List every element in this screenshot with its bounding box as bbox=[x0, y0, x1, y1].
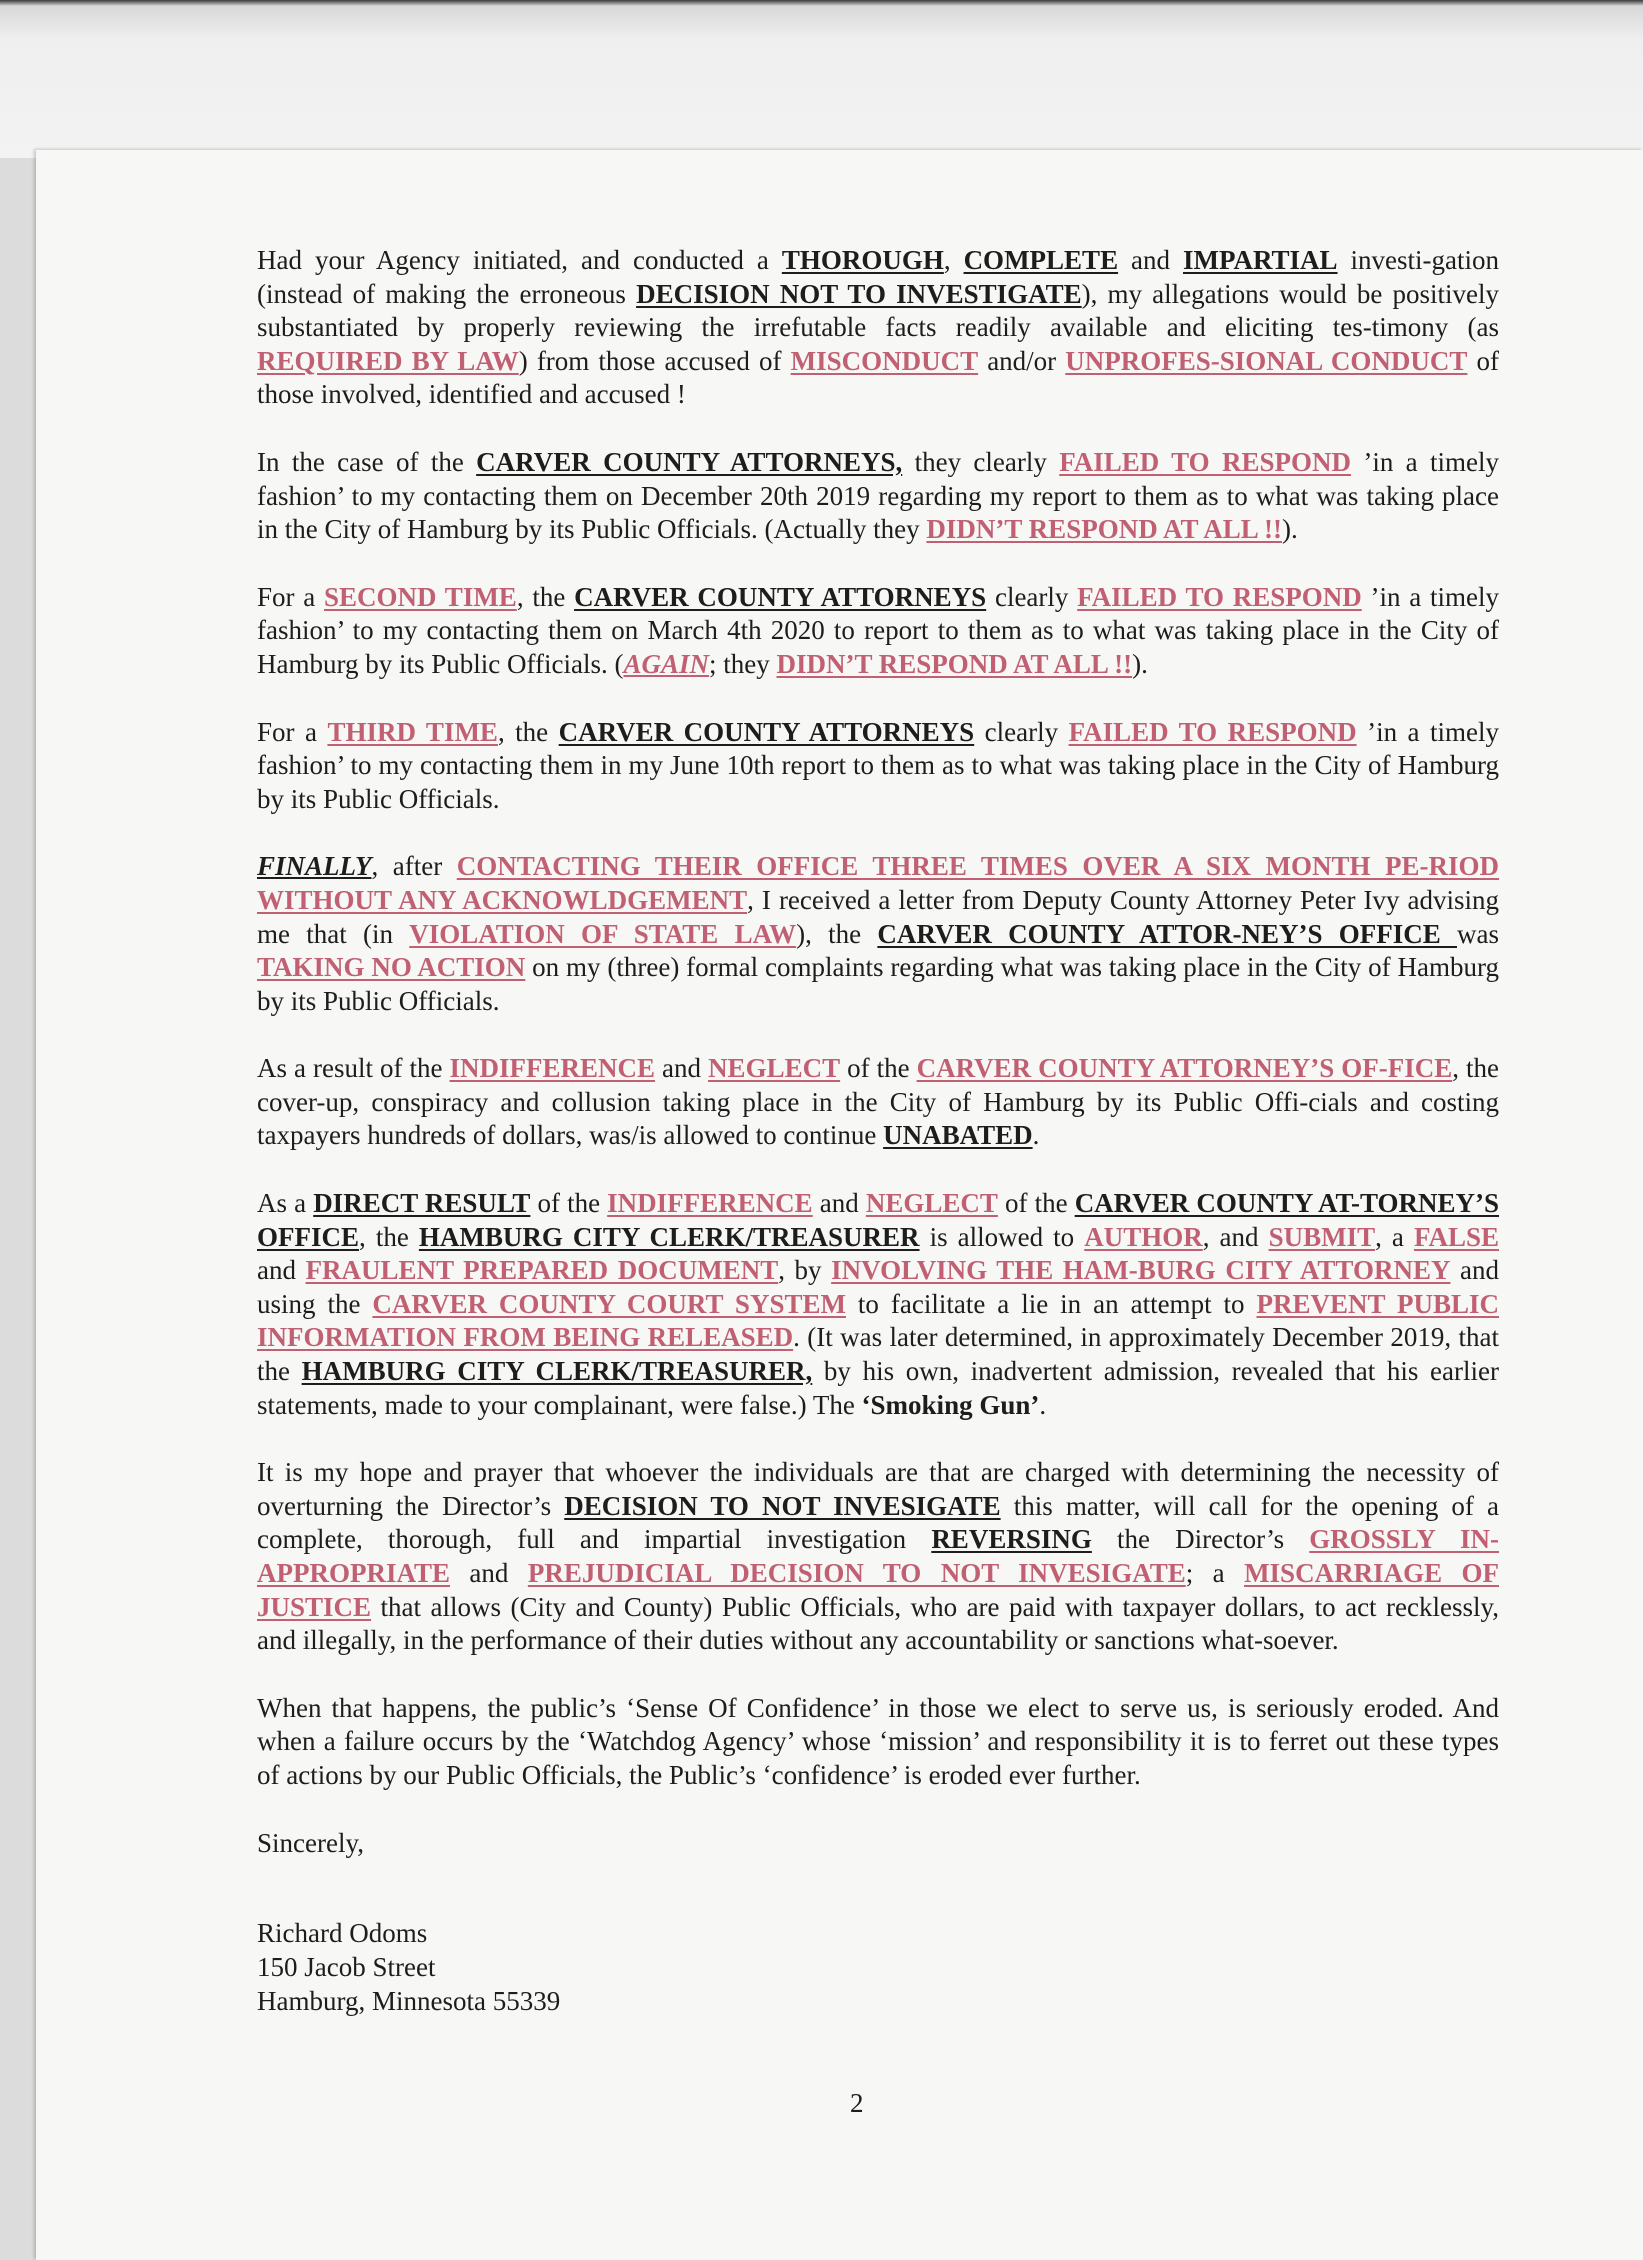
bold-text: ‘Smoking Gun’ bbox=[861, 1389, 1040, 1420]
highlighted-text: FAILED TO RESPOND bbox=[1068, 716, 1357, 747]
text-run: on my (three) formal complaints regarding what was taking place in the City of Hamburg by its Public Officials. bbox=[257, 952, 1499, 1016]
emphasis-text: HAMBURG CITY CLERK/TREASURER, bbox=[301, 1356, 813, 1387]
paragraph bbox=[257, 581, 1499, 682]
text-run: , the bbox=[516, 581, 575, 612]
paragraph bbox=[257, 1052, 1499, 1153]
highlighted-text: FAILED TO RESPOND bbox=[1077, 581, 1362, 612]
text-run: this matter, will call for the opening of a complete, thorough, full and impartial investigation bbox=[257, 1490, 1499, 1555]
emphasis-text: CARVER COUNTY ATTORNEYS bbox=[574, 581, 987, 612]
text-run: In the case of the bbox=[257, 446, 477, 477]
text-run: , and bbox=[1202, 1221, 1269, 1252]
text-run: that allows (City and County) Public Officials, who are paid with taxpayer dollars, to act recklessly, and illegally, in the performance of their duties without any accountability or sanctions what-soever. bbox=[257, 1591, 1499, 1656]
text-run: For a bbox=[257, 716, 328, 747]
highlighted-text: REQUIRED BY LAW bbox=[257, 345, 519, 376]
emphasis-text: DECISION TO NOT INVESIGATE bbox=[564, 1490, 1001, 1521]
highlighted-text: INDIFFERENCE bbox=[607, 1188, 813, 1219]
letter-body bbox=[257, 244, 1499, 2018]
paragraph bbox=[257, 1187, 1499, 1422]
text-run: the Director’s bbox=[1091, 1524, 1310, 1555]
text-run: ’in a timely fashion’ to my contacting them in my June 10th report to them as to what was taking place in the City of Hamburg by its Public Officials. bbox=[257, 716, 1499, 814]
highlighted-text: SECOND TIME bbox=[324, 581, 517, 612]
text-run: ). bbox=[1132, 648, 1148, 679]
text-run: , the cover-up, conspiracy and collusion taking place in the City of Hamburg by its Public Offi-cials and costing taxpayers hundreds of dollars, was/is allowed to continue bbox=[257, 1053, 1500, 1151]
text-run: of the bbox=[997, 1188, 1075, 1219]
text-run: clearly bbox=[986, 581, 1078, 612]
highlighted-text: NEGLECT bbox=[708, 1053, 841, 1084]
sender-name: Richard Odoms bbox=[257, 1918, 428, 1949]
text-run: is allowed to bbox=[919, 1221, 1085, 1252]
text-run: and bbox=[257, 1255, 306, 1286]
emphasis-text: CARVER COUNTY ATTORNEYS, bbox=[476, 446, 903, 477]
text-run: Had your Agency initiated, and conducted a bbox=[257, 245, 782, 275]
highlighted-text: INVOLVING THE HAM-BURG CITY ATTORNEY bbox=[831, 1255, 1451, 1286]
highlighted-text: THIRD TIME bbox=[327, 716, 498, 747]
text-run: to facilitate a lie in an attempt to bbox=[845, 1288, 1257, 1319]
page-number: 2 bbox=[850, 2088, 864, 2118]
text-run: . bbox=[1039, 1389, 1047, 1420]
italic-emphasis-text: AGAIN bbox=[623, 648, 709, 679]
text-run: ’in a timely fashion’ to my contacting them on December 20th 2019 regarding my report to them as to what was taking place in the City of Hamburg by its Public Officials. (Actually they bbox=[257, 446, 1499, 545]
text-run: ) from those accused of bbox=[518, 345, 791, 376]
sender-city: Hamburg, Minnesota 55339 bbox=[257, 1986, 561, 2017]
text-run: investi-gation (instead of making the erroneous bbox=[257, 245, 1499, 309]
highlighted-text: INDIFFERENCE bbox=[449, 1053, 656, 1084]
text-run: and bbox=[1118, 245, 1183, 275]
highlighted-text: FALSE bbox=[1413, 1221, 1499, 1252]
emphasis-text: IMPARTIAL bbox=[1183, 245, 1338, 275]
highlighted-text: VIOLATION OF STATE LAW bbox=[409, 918, 797, 949]
highlighted-text: MISCARRIAGE OF JUSTICE bbox=[257, 1558, 1499, 1622]
paragraph bbox=[257, 850, 1499, 1018]
highlighted-text: TAKING NO ACTION bbox=[257, 952, 526, 983]
highlighted-text: PREVENT PUBLIC INFORMATION FROM BEING RELEASED bbox=[257, 1288, 1500, 1353]
text-run: ’in a timely fashion’ to my contacting them on March 4th 2020 to report to them as to what was taking place in the City of Hamburg by its Public Officials. ( bbox=[257, 581, 1499, 679]
emphasis-text: DIRECT RESULT bbox=[313, 1188, 531, 1219]
emphasis-text: REVERSING bbox=[931, 1524, 1092, 1555]
sender-street: 150 Jacob Street bbox=[257, 1952, 436, 1983]
body-paragraphs bbox=[257, 244, 1499, 1793]
text-run: of those involved, identified and accused ! bbox=[257, 345, 1500, 410]
paragraph bbox=[257, 1456, 1499, 1658]
text-run: , I received a letter from Deputy County Attorney Peter Ivy advising me that (in bbox=[257, 884, 1500, 949]
text-run: and bbox=[812, 1188, 866, 1219]
emphasis-text: CARVER COUNTY ATTOR-NEY’S OFFICE bbox=[877, 918, 1457, 949]
paragraph bbox=[257, 244, 1499, 412]
highlighted-text: AUTHOR bbox=[1084, 1221, 1203, 1252]
emphasis-text: COMPLETE bbox=[963, 245, 1119, 275]
text-run: When that happens, the public’s ‘Sense Of Confidence’ in those we elect to serve us, is seriously eroded. And when a failure occurs by the ‘Watchdog Agency’ whose ‘mission’ and responsibility it is to ferret out these types of actions by our Public Officials, the Public’s ‘confidence’ is eroded ever further. bbox=[257, 1692, 1499, 1790]
paragraph bbox=[257, 716, 1499, 817]
highlighted-text: SUBMIT bbox=[1268, 1221, 1376, 1252]
emphasis-text: HAMBURG CITY CLERK/TREASURER bbox=[418, 1221, 920, 1252]
emphasis-text: THOROUGH bbox=[781, 245, 944, 275]
text-run: , by bbox=[778, 1255, 832, 1286]
paragraph bbox=[257, 1692, 1499, 1793]
highlighted-text: NEGLECT bbox=[865, 1188, 998, 1219]
text-run: ), the bbox=[796, 918, 878, 949]
emphasis-text: UNABATED bbox=[883, 1120, 1033, 1151]
text-run: . (It was later determined, in approximately December 2019, that the bbox=[257, 1322, 1499, 1387]
text-run: , the bbox=[359, 1221, 419, 1252]
text-run: , a bbox=[1375, 1221, 1414, 1252]
text-run: , the bbox=[497, 716, 559, 747]
highlighted-text: CONTACTING THEIR OFFICE THREE TIMES OVER A SIX MONTH PE-RIOD WITHOUT ANY ACKNOWLDGEMENT bbox=[257, 851, 1500, 915]
emphasis-text: CARVER COUNTY ATTORNEYS bbox=[558, 716, 975, 747]
highlighted-text: UNPROFES-SIONAL CONDUCT bbox=[1065, 345, 1468, 376]
highlighted-text: GROSSLY IN-APPROPRIATE bbox=[257, 1524, 1499, 1588]
highlighted-text: MISCONDUCT bbox=[790, 345, 979, 376]
text-run: As a bbox=[257, 1188, 314, 1219]
text-run: As a result of the bbox=[257, 1053, 450, 1084]
scanner-edge bbox=[0, 0, 1643, 158]
signature-block bbox=[257, 1916, 1499, 2018]
emphasis-text: CARVER COUNTY AT-TORNEY’S OFFICE bbox=[257, 1188, 1499, 1252]
text-run: was bbox=[1457, 918, 1499, 949]
highlighted-text: FAILED TO RESPOND bbox=[1059, 446, 1351, 477]
highlighted-text: FRAULENT PREPARED DOCUMENT bbox=[305, 1255, 779, 1286]
text-run: ). bbox=[1282, 514, 1298, 545]
text-run: of the bbox=[840, 1053, 917, 1084]
text-run: and using the bbox=[257, 1255, 1500, 1319]
text-run: ; they bbox=[709, 648, 777, 679]
highlighted-text: DIDN’T RESPOND AT ALL !! bbox=[776, 648, 1133, 679]
highlighted-text: DIDN’T RESPOND AT ALL !! bbox=[926, 514, 1282, 545]
emphasis-text: DECISION NOT TO INVESTIGATE bbox=[636, 278, 1082, 309]
text-run: of the bbox=[530, 1188, 608, 1219]
text-run: clearly bbox=[974, 716, 1069, 747]
highlighted-text: CARVER COUNTY COURT SYSTEM bbox=[372, 1288, 846, 1319]
highlighted-text: PREJUDICIAL DECISION TO NOT INVESIGATE bbox=[527, 1558, 1186, 1588]
text-run: , bbox=[943, 245, 964, 275]
text-run: ; a bbox=[1185, 1558, 1245, 1588]
text-run: For a bbox=[257, 581, 325, 612]
text-run: they clearly bbox=[902, 446, 1060, 477]
text-run: . bbox=[1032, 1120, 1040, 1151]
paragraph bbox=[257, 446, 1499, 547]
closing-salutation: Sincerely, bbox=[257, 1827, 364, 1858]
text-run: ), my allegations would be positively substantiated by properly reviewing the irrefutable facts readily available and eliciting tes-timony (as bbox=[257, 278, 1500, 343]
text-run: and bbox=[450, 1558, 528, 1588]
text-run: and/or bbox=[978, 345, 1066, 376]
text-run: and bbox=[655, 1053, 709, 1084]
highlighted-text: CARVER COUNTY ATTORNEY’S OF-FICE bbox=[916, 1053, 1453, 1084]
text-run: It is my hope and prayer that whoever the individuals are that are charged with determining the necessity of overturning the Director’s bbox=[257, 1457, 1499, 1521]
italic-emphasis-text: FINALLY bbox=[257, 851, 372, 882]
text-run: , after bbox=[371, 851, 457, 882]
text-run: by his own, inadvertent admission, revealed that his earlier statements, made to your complainant, were false.) The bbox=[257, 1356, 1499, 1420]
